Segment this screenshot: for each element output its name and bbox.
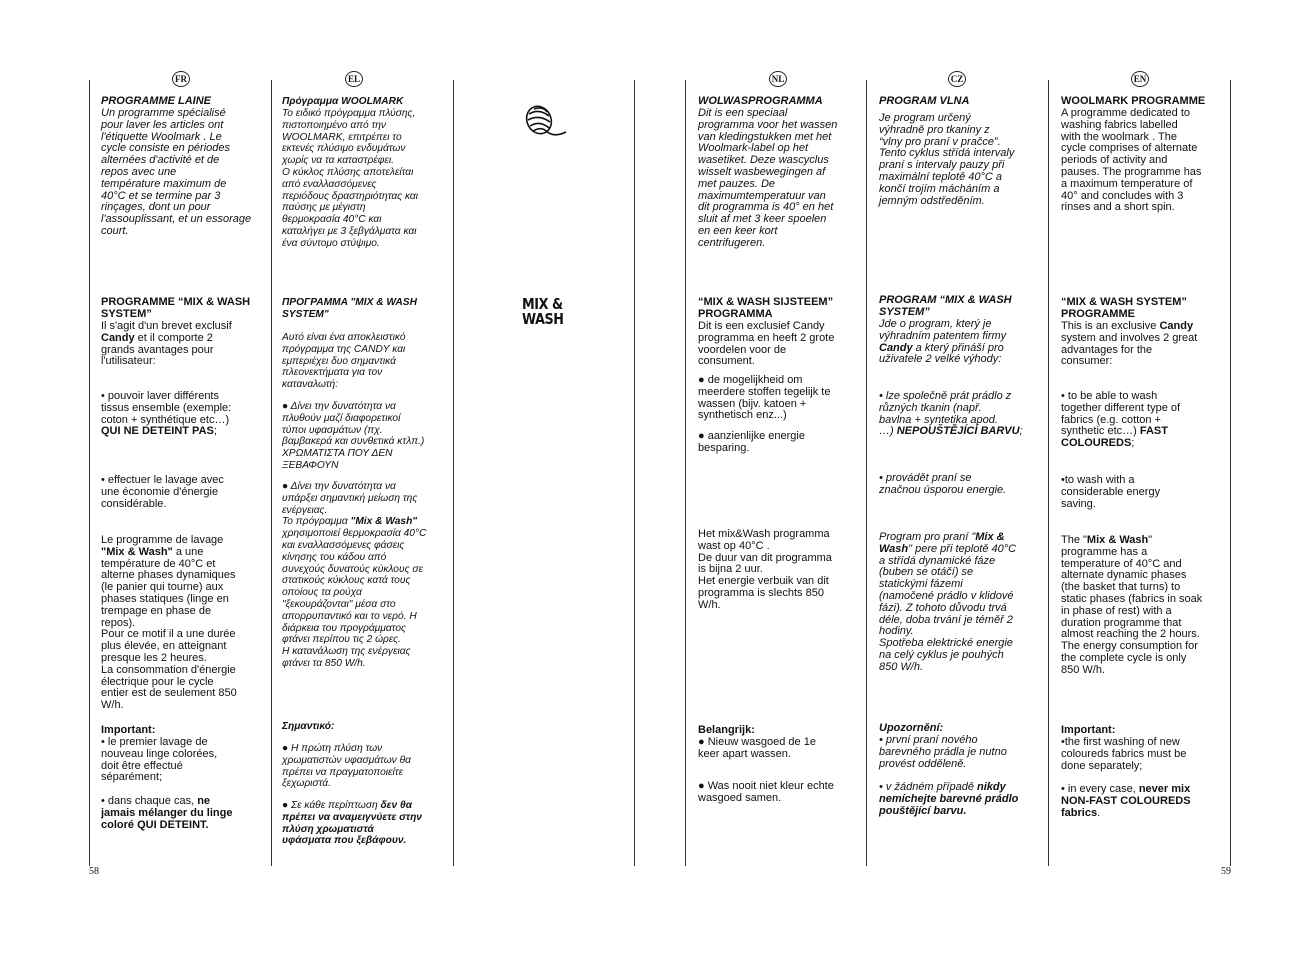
intro-text: a který přináší pro uživatele 2 velké výhody: [879, 341, 1004, 366]
wool-programme-title: PROGRAMME LAINE [101, 95, 211, 107]
bullet-text: • to be able to wash together different type of fabrics (e.g. cotton + synthetic etc…) [1061, 390, 1181, 438]
description-text: Le programme de lavage [101, 534, 224, 546]
important-note-1: •the first washing of new coloureds fabrics must be done separately; [1061, 736, 1187, 772]
bullet-text: ; [1131, 437, 1135, 450]
important-note-2: ● Was nooit niet kleur echte wasgoed samen. [698, 780, 834, 804]
programme-description [879, 532, 1047, 674]
column-divider [866, 80, 867, 866]
advantage-bullet-2: ● aanzienlijke energie besparing. [698, 430, 805, 454]
brand-name: Candy [101, 331, 135, 344]
column-divider [685, 80, 686, 866]
mix-wash-symbol: MIX & WASH [522, 295, 564, 328]
bullet-emphasis: FAST COLOUREDS [1061, 425, 1168, 450]
language-badge-el: EL [345, 71, 363, 87]
bullet-text: χρησιμοποιεί θερμοκρασία 40°C και εναλλασσόμενες φάσεις κίνησης του κάδου από συνεχούς δυνατούς κύκλους σε στατικούς κύκλους κατά τους οποίους τα ρούχα "ξεκουράζονται" μέσα στο απορρυπαντικό και το νερό. Η διάρκεια του προγράμματος φτάνει περίπου τις 2 ώρες. Η κατανάλωση της ενέργειας φτάνει τα 850 W/h. [282, 528, 427, 669]
wool-ball-icon [522, 100, 567, 142]
language-badge-nl: NL [769, 71, 787, 87]
advantage-bullet-2: • effectuer le lavage avec une économie d'énergie considérable. [101, 474, 224, 510]
wool-programme-title: WOLWASPROGRAMMA [698, 95, 823, 107]
advantage-bullet-1: ● Δίνει την δυνατότητα να πλυθούν μαζί διαφορετικοί τύποι υφασμάτων (πχ. βαμβακερά και συνθετικά κτλπ.) ΧΡΩΜΑΤΙΣΤΑ ΠΟΥ ΔΕΝ ΞΕΒΑΦΟΥΝ [282, 401, 425, 471]
mix-programme-intro: Dit is een exclusief Candy programma en heeft 2 grote voordelen voor de consument. [698, 320, 835, 368]
language-badge-fr: FR [172, 71, 190, 87]
important-title: Σημαντικό: [282, 721, 335, 732]
important-note-1: ● Η πρώτη πλύση των χρωματιστών υφασμάτων θα πρέπει να πραγματοποιείτε ξεχωριστά. [282, 743, 411, 790]
programme-description [1061, 535, 1229, 677]
column-divider [453, 80, 454, 866]
mix-programme-intro [879, 319, 1047, 366]
note-emphasis: ne jamais mélanger du linge coloré QUI DETEINT. [101, 795, 233, 831]
intro-text: Jde o program, který je výhradním patentem firmy [879, 318, 1007, 342]
language-badge-en: EN [1131, 71, 1149, 87]
wool-programme-text: Un programme spécialisé pour laver les articles ont l'étiquette Woolmark . Le cycle consiste en périodes alternées d'activité et de repos avec une température maximum de 40°C et se termine par 3 rinçages, dont un pour l'assouplissant, et un essorage court. [101, 107, 252, 237]
wool-programme-text: A programme dedicated to washing fabrics labelled with the woolmark . The cycle comprises of alternate periods of activity and pauses. The programme has a maximum temperature of 40° and concludes with 3 rinses and a short spin. [1061, 107, 1202, 214]
mix-programme-title: PROGRAMME “MIX & WASH SYSTEM” [101, 296, 251, 320]
description-emphasis: Mix & Wash [879, 531, 1005, 555]
bullet-emphasis: NEPOUŠTĚJÍCÍ BARVU [896, 425, 1020, 438]
bullet-emphasis: "Mix & Wash" [350, 516, 418, 528]
bullet-text: ; [213, 425, 217, 438]
advantage-bullet-1 [1061, 391, 1229, 450]
brand-name: Candy [879, 341, 913, 354]
note-text: • dans chaque cas, [101, 795, 198, 807]
description-text: The " [1061, 534, 1087, 546]
wool-programme-title: WOOLMARK PROGRAMME [1061, 95, 1206, 107]
wool-programme-text: Je program určený výhradně pro tkaniny z “vlny pro praní v pračce”. Tento cyklus střídá intervaly praní s intervaly pauzy při maximální teplotě 40°C a končí trojím mácháním a jemným odstředěním. [879, 112, 1015, 207]
important-note-2 [282, 800, 452, 847]
important-note-1: • le premier lavage de nouveau linge colorées, doit être effectué séparément; [101, 736, 218, 784]
column-divider [89, 80, 90, 866]
description-text: a une température de 40°C et alterne phases dynamiques (le panier qui tourne) aux phases statiques (linge en trempage en phase de repos). Pour ce motif il a une durée plus élevée, en atteignant presque les 2 heures. La consommation d'énergie électrique pour le cycle entier est de seulement 850 W/h. [101, 545, 237, 712]
intro-text: This is an exclusive [1061, 320, 1160, 332]
bullet-text: ; [1019, 425, 1023, 438]
wool-programme-text: Το ειδικό πρόγραμμα πλύσης, πιστοποιημένο από την WOOLMARK, επιτρέπει το εκτενές πλύσιμο ενδυμάτων χωρίς να τα καταστρέφει. Ο κύκλος πλύσης αποτελείται από εναλλασσόμενες περιόδους δραστηριότητας και παύσης με μέγιστη θερμοκρασία 40°C και καταλήγει με 3 ξεβγάλματα και ένα σύντομο στύψιμο. [282, 108, 419, 249]
note-text: • in every case, [1061, 783, 1139, 795]
important-note-2 [879, 782, 1047, 817]
important-title: Important: [1061, 724, 1116, 736]
note-emphasis: never mix NON-FAST COLOUREDS fabrics [1061, 783, 1191, 819]
important-title: Belangrijk: [698, 724, 755, 736]
important-title: Important: [101, 724, 156, 736]
mix-programme-intro [101, 321, 269, 368]
important-title: Upozornění: [879, 722, 944, 734]
programme-description: Het mix&Wash programma wast op 40°C . De duur van dit programma is bijna 2 uur. Het energie verbuik van dit programma is slechts 850 W/h. [698, 528, 832, 611]
column-divider [1230, 80, 1231, 866]
wool-programme-title: PROGRAM VLNA [879, 95, 970, 107]
important-note-2 [1061, 784, 1229, 819]
wool-programme-title: Πρόγραμμα WOOLMARK [282, 96, 404, 107]
description-emphasis: "Mix & Wash" [101, 545, 173, 558]
column-divider [1048, 80, 1049, 866]
note-text: . [1097, 806, 1101, 819]
advantage-bullet-2: •to wash with a considerable energy saving. [1061, 474, 1161, 510]
note-text: ● Σε κάθε περίπτωση [282, 800, 381, 811]
intro-text: system and involves 2 great advantages for the consumer: [1061, 331, 1198, 368]
bullet-text: • lze společně prát prádlo z různých tkanin (např. bavlna + syntetika apod. …) [879, 390, 1012, 438]
column-divider [634, 80, 635, 866]
mix-programme-title: ΠΡΟΓΡΑΜΜΑ "MIX & WASH SYSTEM" [282, 297, 417, 320]
page-number-left: 58 [89, 866, 99, 877]
important-note-1: • první praní nového barevného prádla je nutno provést odděleně. [879, 734, 1007, 770]
note-emphasis: δεν θα πρέπει να αναμειγνύετε στην πλύση χρωματιστά υφάσματα που ξεβάφουν. [282, 800, 422, 847]
advantage-bullet-1: ● de mogelijkheid om meerdere stoffen tegelijk te wassen (bijv. katoen + synthetisch enz...) [698, 374, 831, 422]
description-text: Program pro praní " [879, 531, 976, 543]
description-text: " pere při teplotě 40°C a střídá dynamické fáze (buben se otáčí) se statickými fázemi (namočené prádlo v klidové fázi). Z tohoto důvodu trvá déle, doba trvání je téměř 2 hodiny. Spotřeba elektrické energie na celý cyklus je pouhých 850 W/h. [879, 542, 1017, 673]
description-emphasis: Mix & Wash [1086, 534, 1149, 546]
mix-programme-intro: Αυτό είναι ένα αποκλειστικό πρόγραμμα της CANDY και εμπεριέχει δυο σημαντικά πλεονεκτήματα για τον καταναλωτή: [282, 332, 406, 391]
description-text: " programme has a temperature of 40°C and alternate dynamic phases (the basket that turns) to static phases (fabrics in soak in phase of rest) with a duration programme that almost reaching the 2 hours. The energy consumption for the complete cycle is only 850 W/h. [1061, 534, 1203, 676]
advantage-bullet-1 [879, 391, 1047, 438]
mix-programme-title: “MIX & WASH SYSTEM” PROGRAMME [1061, 296, 1187, 320]
bullet-text: ● Δίνει την δυνατότητα να υπάρξει σημαντική μείωση της ενέργειας. Το πρόγραμμα [282, 481, 418, 528]
intro-text: Il s'agit d'un brevet exclusif [101, 320, 232, 332]
advantage-bullet-2: • provádět praní se značnou úsporou energie. [879, 472, 1007, 496]
bullet-text: • pouvoir laver différents tissus ensemble (exemple: coton + synthétique etc…) [101, 390, 232, 426]
bullet-emphasis: QUI NE DETEINT PAS [101, 425, 214, 438]
wool-programme-text: Dit is een speciaal programma voor het wassen van kledingstukken met het Woolmark-label op het wasetiket. Deze wascyclus wisselt wasbewegingen af met pauzes. De maximumtemperatuur van dit programma is 40° en het sluit af met 3 keer spoelen en een keer kort centrifugeren. [698, 107, 838, 249]
note-emphasis: nikdy nemíchejte barevné prádlo pouštějící barvu. [879, 781, 1019, 817]
advantage-bullet-1 [101, 391, 269, 438]
mix-programme-title: PROGRAM “MIX & WASH SYSTEM” [879, 294, 1012, 318]
programme-description [101, 535, 269, 712]
intro-text: et il comporte 2 grands avantages pour l'utilisateur: [101, 331, 214, 368]
mix-programme-title: “MIX & WASH SIJSTEEM” PROGRAMMA [698, 296, 834, 320]
language-badge-cz: CZ [948, 71, 966, 87]
important-note-1: ● Nieuw wasgoed de 1e keer apart wassen. [698, 736, 816, 760]
page-number-right: 59 [1221, 866, 1231, 877]
advantage-bullet-2 [282, 481, 452, 670]
important-note-2 [101, 796, 269, 831]
brand-name: Candy [1159, 320, 1194, 332]
column-divider [271, 80, 272, 866]
mix-programme-intro [1061, 321, 1229, 368]
note-text: • v žádném případě [879, 781, 978, 793]
